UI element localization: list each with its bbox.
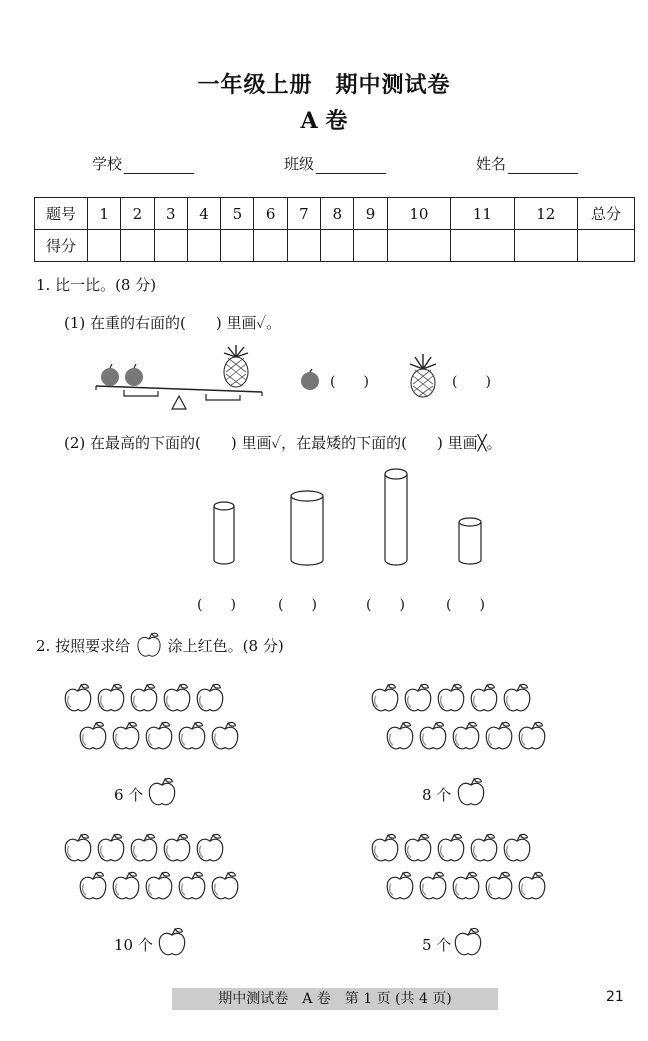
name-label: 姓名 xyxy=(476,155,507,173)
table-cell: 7 xyxy=(287,198,320,230)
question-1-part-2: (2) 在最高的下面的( ) 里画✓，在最矮的下面的( ) 里画╳。 xyxy=(64,434,502,452)
apple-icon[interactable] xyxy=(146,722,172,749)
score-cell[interactable] xyxy=(154,230,187,262)
apple-icon[interactable] xyxy=(471,834,497,861)
apple-icon[interactable] xyxy=(131,834,157,861)
count-label xyxy=(114,784,143,805)
score-cell[interactable] xyxy=(287,230,320,262)
count-label xyxy=(422,934,451,955)
score-cell[interactable] xyxy=(254,230,287,262)
apple-icon[interactable] xyxy=(372,834,398,861)
apple-icon[interactable] xyxy=(212,872,238,899)
apple-icon[interactable] xyxy=(98,684,124,711)
apple-icon[interactable] xyxy=(372,684,398,711)
name-field[interactable] xyxy=(476,153,578,174)
apple-icon[interactable] xyxy=(405,834,431,861)
apple-group-1 xyxy=(60,676,250,756)
apple-outline-icon xyxy=(135,631,163,659)
score-cell[interactable] xyxy=(387,230,450,262)
class-label: 班级 xyxy=(284,155,315,173)
apple-icon[interactable] xyxy=(179,722,205,749)
table-cell: 9 xyxy=(354,198,387,230)
table-cell: 12 xyxy=(514,198,577,230)
page-number: 21 xyxy=(606,989,624,1005)
apple-icon[interactable] xyxy=(504,834,530,861)
table-cell: 总分 xyxy=(578,198,635,230)
apple-outline-icon xyxy=(146,776,178,808)
apple-icon[interactable] xyxy=(420,722,446,749)
class-field[interactable] xyxy=(284,153,386,174)
score-cell[interactable] xyxy=(354,230,387,262)
count-label-text: 8 个 xyxy=(422,786,452,804)
apple-outline-icon xyxy=(452,926,484,958)
question-number-row xyxy=(35,198,635,230)
table-cell: 4 xyxy=(187,198,220,230)
score-cell[interactable] xyxy=(88,230,121,262)
class-blank[interactable] xyxy=(316,159,386,174)
apple-icon[interactable] xyxy=(197,684,223,711)
apple-icon[interactable] xyxy=(164,684,190,711)
table-cell: 6 xyxy=(254,198,287,230)
apple-icon[interactable] xyxy=(65,834,91,861)
table-cell: 1 xyxy=(88,198,121,230)
table-header-cell: 得分 xyxy=(35,230,88,262)
apple-icon[interactable] xyxy=(131,684,157,711)
apple-icon[interactable] xyxy=(146,872,172,899)
cylinders-illustration xyxy=(200,462,500,574)
apple-icon xyxy=(298,368,322,392)
count-label-text: 5 个 xyxy=(422,936,452,954)
apple-icon[interactable] xyxy=(212,722,238,749)
score-cell[interactable] xyxy=(578,230,635,262)
page-footer: 期中测试卷 A 卷 第 1 页 (共 4 页) xyxy=(172,988,498,1010)
pineapple-icon xyxy=(406,352,440,398)
score-cell[interactable] xyxy=(221,230,254,262)
score-cell[interactable] xyxy=(514,230,577,262)
apple-icon[interactable] xyxy=(113,872,139,899)
apple-outline-icon xyxy=(156,926,188,958)
answer-paren[interactable]: ( ) xyxy=(446,597,485,613)
apple-outline-icon xyxy=(455,776,487,808)
apple-icon[interactable] xyxy=(453,872,479,899)
score-table xyxy=(34,197,635,262)
balance-scale-icon xyxy=(94,344,264,414)
school-label: 学校 xyxy=(92,155,123,173)
question-1-part-1: (1) 在重的右面的( ) 里画✓。 xyxy=(64,314,282,332)
score-cell[interactable] xyxy=(121,230,154,262)
apple-icon[interactable] xyxy=(113,722,139,749)
apple-icon[interactable] xyxy=(197,834,223,861)
score-cell[interactable] xyxy=(451,230,514,262)
apple-icon[interactable] xyxy=(438,834,464,861)
answer-paren[interactable]: ( ) xyxy=(330,374,369,390)
table-cell: 3 xyxy=(154,198,187,230)
page-title: 一年级上册 期中测试卷 xyxy=(197,72,451,98)
score-row xyxy=(35,230,635,262)
apple-icon[interactable] xyxy=(65,684,91,711)
question-2-title xyxy=(36,633,284,661)
apple-icon[interactable] xyxy=(387,722,413,749)
apple-icon[interactable] xyxy=(486,722,512,749)
apple-icon[interactable] xyxy=(164,834,190,861)
apple-icon[interactable] xyxy=(179,872,205,899)
table-header-cell: 题号 xyxy=(35,198,88,230)
table-cell: 8 xyxy=(321,198,354,230)
apple-icon[interactable] xyxy=(80,872,106,899)
score-cell[interactable] xyxy=(187,230,220,262)
answer-paren[interactable]: ( ) xyxy=(278,597,317,613)
apple-icon[interactable] xyxy=(504,684,530,711)
apple-icon[interactable] xyxy=(471,684,497,711)
apple-group-4 xyxy=(367,826,557,906)
count-label xyxy=(422,784,451,805)
answer-paren[interactable]: ( ) xyxy=(452,374,491,390)
question-2-title-start: 2. 按照要求给 xyxy=(36,637,131,655)
school-field[interactable] xyxy=(92,153,194,174)
question-1-title: 1. 比一比。(8 分) xyxy=(36,276,157,294)
count-label-text: 10 个 xyxy=(114,936,153,954)
apple-icon[interactable] xyxy=(405,684,431,711)
apple-icon[interactable] xyxy=(98,834,124,861)
apple-icon[interactable] xyxy=(486,872,512,899)
page-subtitle: A 卷 xyxy=(300,108,348,134)
apple-icon[interactable] xyxy=(80,722,106,749)
apple-icon[interactable] xyxy=(420,872,446,899)
answer-paren[interactable]: ( ) xyxy=(197,597,236,613)
apple-icon[interactable] xyxy=(519,722,545,749)
score-cell[interactable] xyxy=(321,230,354,262)
table-cell: 11 xyxy=(451,198,514,230)
apple-group-2 xyxy=(367,676,557,756)
apple-icon[interactable] xyxy=(387,872,413,899)
school-blank[interactable] xyxy=(124,159,194,174)
count-label xyxy=(114,934,153,955)
table-cell: 2 xyxy=(121,198,154,230)
question-2-title-end: 涂上红色。(8 分) xyxy=(167,637,284,655)
name-blank[interactable] xyxy=(508,159,578,174)
apple-icon[interactable] xyxy=(453,722,479,749)
apple-icon[interactable] xyxy=(519,872,545,899)
table-cell: 10 xyxy=(387,198,450,230)
count-label-text: 6 个 xyxy=(114,786,144,804)
apple-group-3 xyxy=(60,826,250,906)
apple-icon[interactable] xyxy=(438,684,464,711)
answer-paren[interactable]: ( ) xyxy=(366,597,405,613)
table-cell: 5 xyxy=(221,198,254,230)
